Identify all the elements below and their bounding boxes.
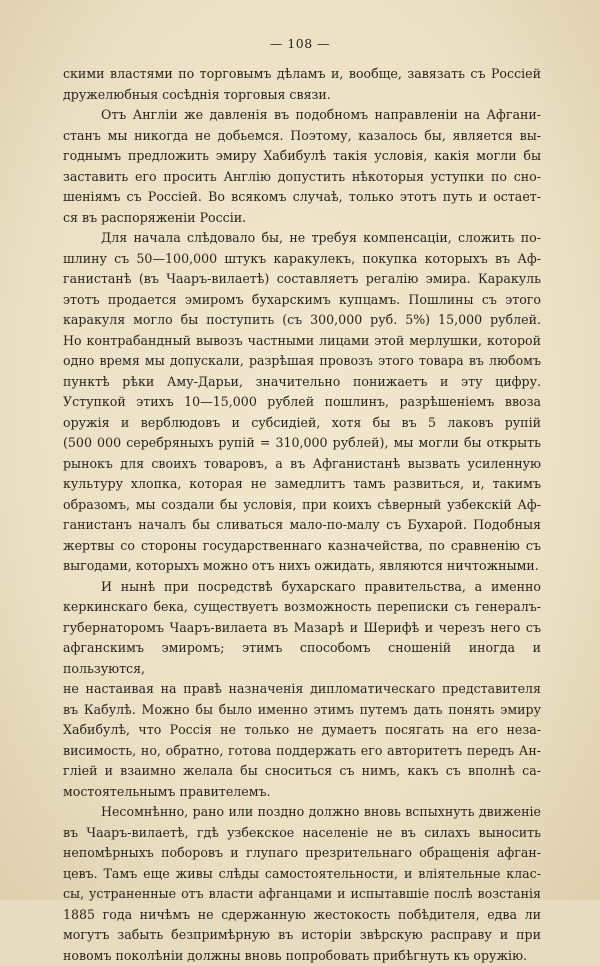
text-line: Хабибулѣ, что Россiя не только не думаетъ посягать на его неза- [63, 720, 541, 741]
text-line: мостоятельнымъ правителемъ. [63, 782, 541, 803]
text-block [63, 64, 541, 966]
text-line: не настаивая на правѣ назначенiя дипломатическаго представителя [63, 679, 541, 700]
text-line: скими властями по торговымъ дѣламъ и, вообще, завязать съ Россiей [63, 64, 541, 85]
text-line: каракуля могло бы поступить (съ 300,000 руб. 5%) 15,000 рублей. [63, 310, 541, 331]
text-line: непомѣрныхъ поборовъ и глупаго презрительнаго обращенiя афган- [63, 843, 541, 864]
text-line: шенiямъ съ Россiей. Во всякомъ случаѣ, только этотъ путь и остает- [63, 187, 541, 208]
text-line: (500 000 серебряныхъ рупiй = 310,000 рублей), мы могли бы открыть [63, 433, 541, 454]
text-line: станъ мы никогда не добьемся. Поэтому, казалось бы, является вы- [63, 126, 541, 147]
text-line: висимость, но, обратно, готова поддержать его авторитетъ передъ Ан- [63, 741, 541, 762]
paragraph [63, 802, 541, 966]
text-line: ганистанѣ (въ Чааръ-вилаетѣ) составляетъ регалiю эмира. Каракуль [63, 269, 541, 290]
text-line: Для начала слѣдовало бы, не требуя компенсацiи, сложить по- [63, 228, 541, 249]
text-line: въ Кабулѣ. Можно бы было именно этимъ путемъ дать понять эмиру [63, 700, 541, 721]
text-line: одно время мы допускали, разрѣшая провозъ этого товара въ любомъ [63, 351, 541, 372]
text-line: ся въ распоряженiи Россiи. [63, 208, 541, 229]
text-line: шлину съ 50—100,000 штукъ каракулекъ, покупка которыхъ въ Аф- [63, 249, 541, 270]
text-line: И нынѣ при посредствѣ бухарскаго правительства, а именно [63, 577, 541, 598]
text-line: пунктѣ рѣки Аму-Дарьи, значительно понижаетъ и эту цифру. [63, 372, 541, 393]
text-line: культуру хлопка, которая не замедлитъ тамъ развиться, и, такимъ [63, 474, 541, 495]
text-line: оружiя и верблюдовъ и субсидiей, хотя бы въ 5 лаковъ рупiй [63, 413, 541, 434]
paragraph [63, 577, 541, 803]
text-line: образомъ, мы создали бы условiя, при коихъ сѣверный узбекскiй Аф- [63, 495, 541, 516]
text-line: глiей и взаимно желала бы сноситься съ нимъ, какъ съ вполнѣ са- [63, 761, 541, 782]
text-line: этотъ продается эмиромъ бухарскимъ купцамъ. Пошлины съ этого [63, 290, 541, 311]
text-line: Отъ Англiи же давленiя въ подобномъ направленiи на Афгани- [63, 105, 541, 126]
text-line: афганскимъ эмиромъ; этимъ способомъ сношенiй иногда и пользуются, [63, 638, 541, 679]
paragraph [63, 228, 541, 577]
text-line: рынокъ для своихъ товаровъ, а въ Афганистанѣ вызвать усиленную [63, 454, 541, 475]
text-line: дружелюбныя сосѣднiя торговыя связи. [63, 85, 541, 106]
text-line: Уступкой этихъ 10—15,000 рублей пошлинъ, разрѣшенiемъ ввоза [63, 392, 541, 413]
text-line: выгодами, которыхъ можно отъ нихъ ожидать, являются ничтожными. [63, 556, 541, 577]
text-line: Но контрабандный вывозъ частными лицами этой мерлушки, которой [63, 331, 541, 352]
text-line: Несомнѣнно, рано или поздно должно вновь вспыхнуть движенiе [63, 802, 541, 823]
text-line: заставить его просить Англiю допустить нѣкоторыя уступки по сно- [63, 167, 541, 188]
text-line: новомъ поколѣнiи должны вновь попробовать прибѣгнуть къ оружiю. [63, 946, 541, 966]
text-line: сы, устраненные отъ власти афганцами и испытавшiе послѣ возстанiя [63, 884, 541, 905]
text-line: керкинскаго бека, существуетъ возможность переписки съ генералъ- [63, 597, 541, 618]
text-line: ганистанъ началъ бы сливаться мало-по-малу съ Бухарой. Подобныя [63, 515, 541, 536]
text-line: 1885 года ничѣмъ не сдержанную жестокость побѣдителя, едва ли [63, 905, 541, 926]
text-line: цевъ. Тамъ еще живы слѣды самостоятельности, и влiятельные клас- [63, 864, 541, 885]
text-line: могутъ забыть безпримѣрную въ исторiи звѣрскую расправу и при [63, 925, 541, 946]
text-line: въ Чааръ-вилаетѣ, гдѣ узбекское населенiе не въ силахъ выносить [63, 823, 541, 844]
paragraph [63, 105, 541, 228]
text-line: жертвы со стороны государственнаго казначейства, по сравненiю съ [63, 536, 541, 557]
text-line: губернаторомъ Чааръ-вилаета въ Мазарѣ и Шерифѣ и черезъ него съ [63, 618, 541, 639]
paragraph [63, 64, 541, 105]
text-line: годнымъ предложить эмиру Хабибулѣ такiя условiя, какiя могли бы [63, 146, 541, 167]
page-number: — 108 — [0, 36, 600, 51]
